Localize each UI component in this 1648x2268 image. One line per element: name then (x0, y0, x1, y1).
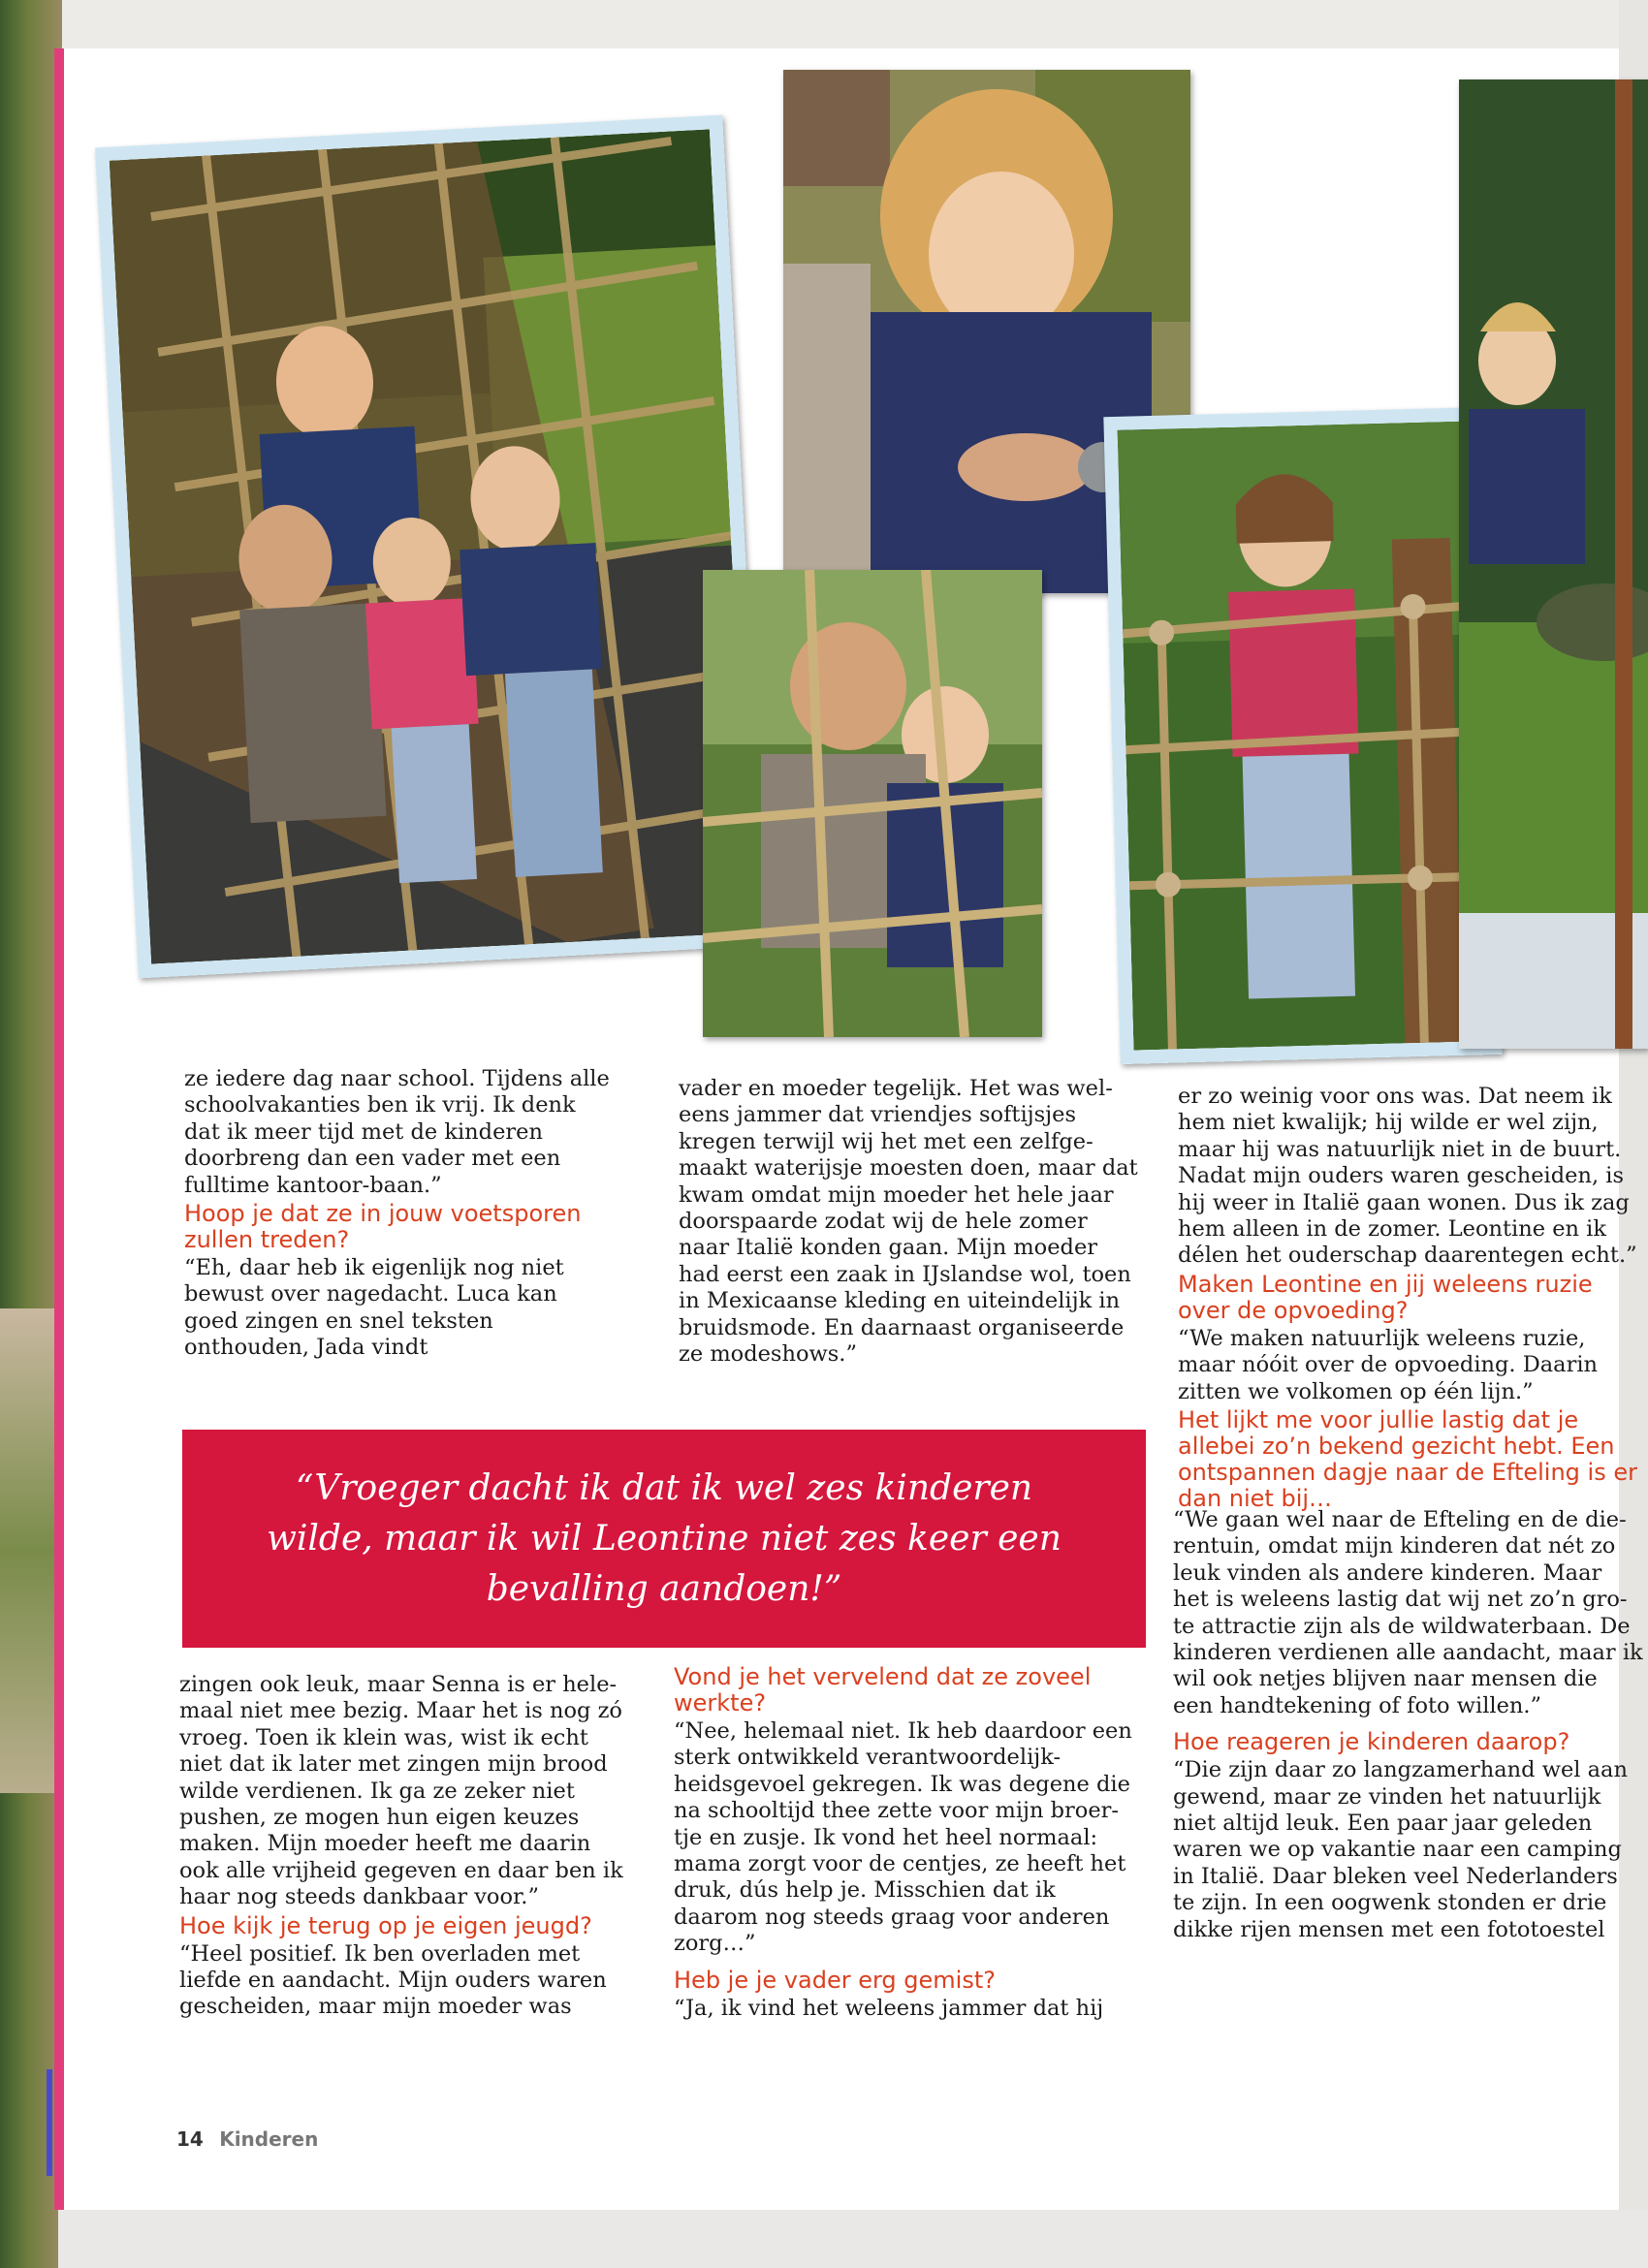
pull-quote (182, 1430, 1146, 1648)
paragraph: “Heel positief. Ik ben overladen met liefde en aandacht. Mijn ouders waren gescheiden, maar mijn moeder was (179, 1940, 607, 2020)
paragraph: “Nee, helemaal niet. Ik heb daardoor een sterk ontwikkeld verantwoordelijk-heidsgevoel gekregen. Ik was degene die na schooltijd thee zette voor mijn broer-tje en zusje. Ik vond het heel normaal: mama zorgt voor de centjes, ze heeft het druk, dús help je. Misschien dat ik daarom nog steeds graag voor anderen zorg…” (674, 1718, 1132, 1957)
page-footer (176, 2127, 318, 2151)
interview-question: Hoe reageren je kinderen daarop? (1173, 1728, 1570, 1756)
article-column-2 (679, 1076, 1144, 1368)
photo-girl-rope-bridge (1103, 407, 1502, 1064)
pull-quote-text: “Vroeger dacht ik dat ik wel zes kinderen wilde, maar ik wil Leontine niet zes keer een bevalling aandoen!” (267, 1467, 1062, 1609)
scan-top-margin (0, 0, 1648, 48)
page-pink-edge (54, 48, 64, 2210)
article-column-4 (179, 1672, 625, 2021)
scan-left-edge (0, 0, 62, 2268)
scan-bottom-margin (58, 2210, 1648, 2268)
photo-family-climbing-net (95, 115, 766, 979)
paragraph: “Ja, ik vind het weleens jammer dat hij (674, 1995, 1104, 2021)
paragraph: “We maken natuurlijk weleens ruzie, maar nóóit over de opvoeding. Daarin zitten we volkomen op één lijn.” (1178, 1325, 1599, 1404)
interview-question: Het lijkt me voor jullie lastig dat je allebei zo’n bekend gezicht hebt. Een ontspannen dagje naar de Efteling is er dan niet bij… (1178, 1406, 1637, 1513)
interview-question: Hoop je dat ze in jouw voetsporen zullen treden? (184, 1200, 582, 1254)
interview-question: Maken Leontine en jij weleens ruzie over de opvoeding? (1178, 1270, 1593, 1324)
paragraph: ze iedere dag naar school. Tijdens alle schoolvakanties ben ik vrij. Ik denk dat ik meer tijd met de kinderen doorbreng dan een vader met een fulltime kantoor-baan.” (184, 1066, 610, 1198)
photo-father-rope-net (703, 570, 1042, 1037)
article-column-1 (184, 1066, 611, 1362)
paragraph: zingen ook leuk, maar Senna is er hele-maal niet mee bezig. Maar het is nog zó vroeg. Toen ik klein was, wist ik echt niet dat ik later met zingen mijn brood wilde verdienen. Ik ga ze zeker niet pushen, ze mogen hun eigen keuzes maken. Mijn moeder heeft me daarin ook alle vrijheid gegeven en daar ben ik haar nog steeds dankbaar voor.” (179, 1672, 623, 1910)
page-edge-mark (47, 2069, 52, 2176)
paragraph: er zo weinig voor ons was. Dat neem ik hem niet kwalijk; hij wilde er wel zijn, maar hij was natuurlijk niet in de buurt. Nadat mijn ouders waren gescheiden, is hij weer in Italië gaan wonen. Dus ik zag hem alleen in de zomer. Leontine en ik délen het ouderschap daarentegen echt.” (1178, 1084, 1637, 1269)
section-name: Kinderen (219, 2127, 319, 2151)
photo-child-on-swing (1459, 79, 1648, 1049)
page-number: 14 (176, 2127, 204, 2151)
paragraph: vader en moeder tegelijk. Het was wel-eens jammer dat vriendjes softijsjes kregen terwijl wij het met een zelfge-maakt waterijsje moesten doen, maar dat kwam omdat mijn moeder het hele jaar doorspaarde zodat wij de hele zomer naar Italië konden gaan. Mijn moeder had eerst een zaak in IJslandse wol, toen in Mexicaanse kleding en uiteindelijk in bruidsmode. En daarnaast organiseerde ze modeshows.” (679, 1076, 1138, 1368)
interview-question: Heb je je vader erg gemist? (674, 1966, 996, 1994)
interview-question: Hoe kijk je terug op je eigen jeugd? (179, 1911, 592, 1939)
article-column-5 (674, 1662, 1134, 2022)
article-column-6 (1173, 1507, 1643, 1943)
interview-question: Vond je het vervelend dat ze zoveel werkte? (674, 1663, 1092, 1717)
article-column-3 (1178, 1084, 1643, 1514)
paragraph: “We gaan wel naar de Efteling en de die-rentuin, omdat mijn kinderen dat nét zo leuk vinden als andere kinderen. Maar het is weleens lastig dat wij net zo’n gro-te attractie zijn als de wildwaterbaan. De kinderen verdienen alle aandacht, maar ik wil ook netjes blijven naar mensen die een handtekening of foto willen.” (1173, 1507, 1643, 1718)
paragraph: “Die zijn daar zo langzamerhand wel aan gewend, maar ze vinden het natuurlijk niet altijd leuk. Een paar jaar geleden waren we op vakantie naar een camping in Italië. Daar bleken veel Nederlanders te zijn. In een oogwenk stonden er drie dikke rijen mensen met een fototoestel (1173, 1757, 1628, 1942)
paragraph: “Eh, daar heb ik eigenlijk nog niet bewust over nagedacht. Luca kan goed zingen en snel teksten onthouden, Jada vindt (184, 1255, 564, 1361)
